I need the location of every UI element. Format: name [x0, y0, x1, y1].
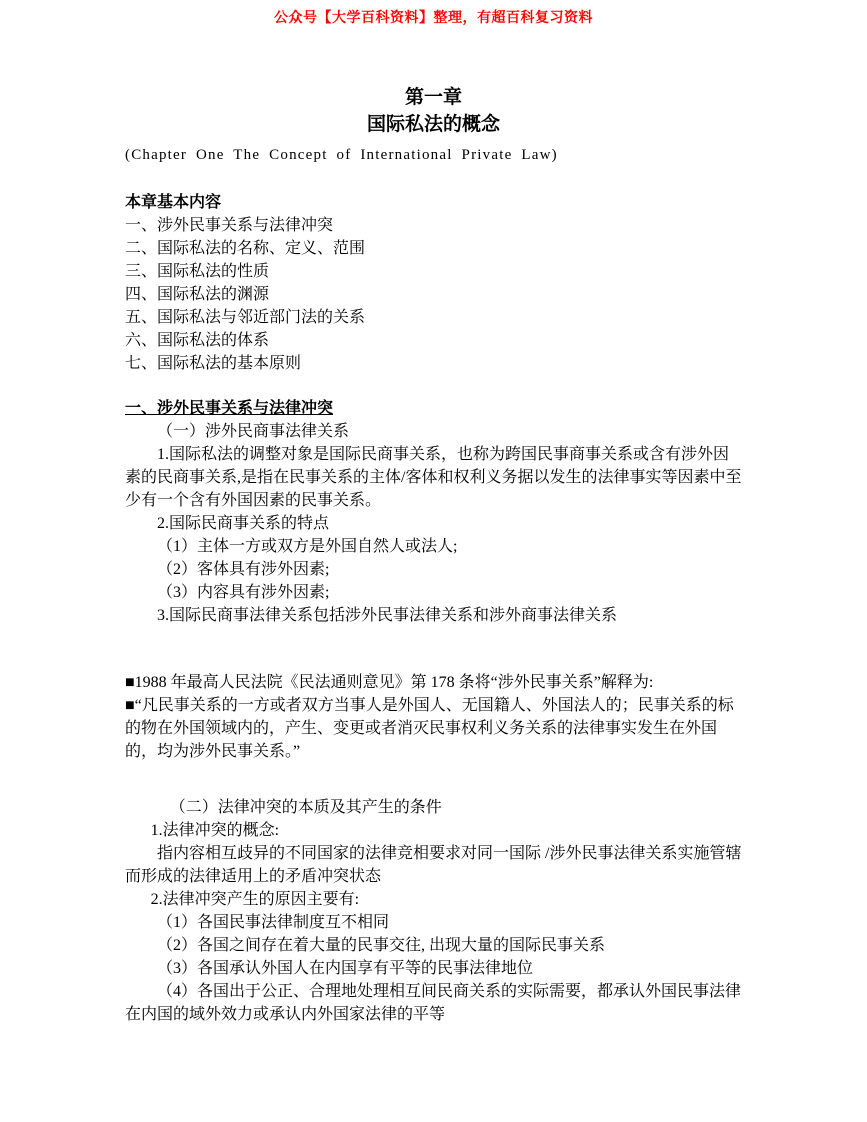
overview-item-4: 四、国际私法的渊源 [125, 286, 270, 303]
feature-point-2: （2）客体具有涉外因素; [157, 561, 330, 578]
subsection-1-heading: （一）涉外民商事法律关系 [157, 423, 350, 440]
document-page [125, 84, 742, 1026]
cause-item-2: （2）各国之间存在着大量的民事交往, 出现大量的国际民事关系 [157, 937, 606, 954]
cause-item-3: （3）各国承认外国人在内国享有平等的民事法律地位 [157, 960, 534, 977]
chapter-title-english: (Chapter One The Concept of International Private Law) [125, 147, 558, 163]
overview-item-1: 一、涉外民事关系与法律冲突 [125, 217, 334, 234]
chapter-title: 国际私法的概念 [366, 114, 500, 135]
overview-heading: 本章基本内容 [125, 194, 222, 211]
paragraph-features-label: 2.国际民商事关系的特点 [157, 515, 330, 532]
section-1-heading: 一、涉外民事关系与法律冲突 [125, 400, 334, 417]
overview-item-2: 二、国际私法的名称、定义、范围 [125, 240, 366, 257]
concept-definition: 指内容相互歧异的不同国家的法律竞相要求对同一国际 /涉外民事法律关系实施管辖而形成的法律适用上的矛盾冲突状态 [125, 845, 742, 885]
feature-point-3: （3）内容具有涉外因素; [157, 584, 330, 601]
note-paragraph-2: ■“凡民事关系的一方或者双方当事人是外国人、无国籍人、外国法人的；民事关系的标的物在外国领域内的，产生、变更或者消灭民事权利义务关系的法律事实发生在外国的，均为涉外民事关系。” [125, 697, 734, 760]
paragraph-scope: 3.国际民商事法律关系包括涉外民事法律关系和涉外商事法律关系 [157, 607, 618, 624]
overview-item-3: 三、国际私法的性质 [125, 263, 270, 280]
cause-item-4: （4）各国出于公正、合理地处理相互间民商关系的实际需要，都承认外国民事法律在内国的域外效力或承认内外国家法律的平等 [125, 983, 742, 1023]
note-paragraph-1: ■1988 年最高人民法院《民法通则意见》第 178 条将“涉外民事关系”解释为: [125, 674, 654, 691]
feature-point-1: （1）主体一方或双方是外国自然人或法人; [157, 538, 458, 555]
causes-label: 2.法律冲突产生的原因主要有: [150, 891, 360, 908]
subsection-2-heading: （二）法律冲突的本质及其产生的条件 [169, 799, 442, 816]
cause-item-1: （1）各国民事法律制度互不相同 [157, 914, 390, 931]
overview-item-5: 五、国际私法与邻近部门法的关系 [125, 309, 366, 326]
overview-item-7: 七、国际私法的基本原则 [125, 355, 302, 372]
concept-label: 1.法律冲突的概念: [150, 822, 280, 839]
paragraph-adjustment-object: 1.国际私法的调整对象是国际民商事关系，也称为跨国民事商事关系或含有涉外因素的民商事关系,是指在民事关系的主体/客体和权利义务据以发生的法律事实等因素中至少有一个含有外国因素的民事关系。 [125, 446, 742, 509]
header-notice: 公众号【大学百科资料】整理，有超百科复习资料 [274, 11, 593, 26]
overview-item-6: 六、国际私法的体系 [125, 332, 270, 349]
chapter-number: 第一章 [404, 87, 462, 108]
